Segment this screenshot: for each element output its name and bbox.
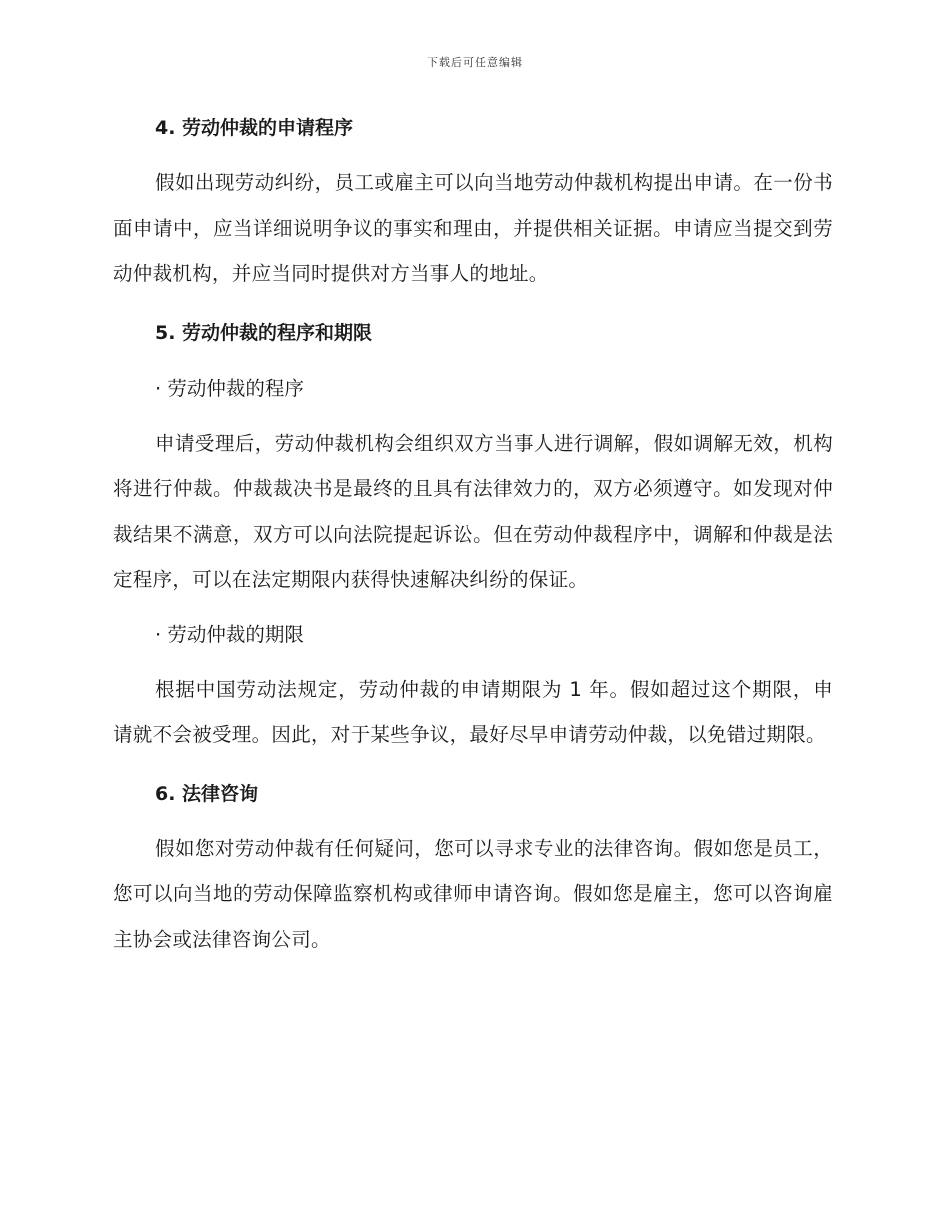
section-4-heading: 4. 劳动仲裁的申请程序 [155,117,354,139]
section-4-paragraph: 假如出现劳动纠纷，员工或雇主可以向当地劳动仲裁机构提出申请。在一份书面申请中，应当详细说明争议的事实和理由，并提供相关证据。申请应当提交到劳动仲裁机构，并应当同时提供对方当事人的地址。 [113,171,833,285]
section-6-paragraph: 假如您对劳动仲裁有任何疑问，您可以寻求专业的法律咨询。假如您是员工，您可以向当地的劳动保障监察机构或律师申请咨询。假如您是雇主，您可以咨询雇主协会或法律咨询公司。 [113,836,833,951]
section-5-bullet-procedure: · 劳动仲裁的程序 [155,376,304,400]
section-5-paragraph-procedure: 申请受理后，劳动仲裁机构会组织双方当事人进行调解，假如调解无效，机构将进行仲裁。仲裁裁决书是最终的且具有法律效力的，双方必须遵守。如发现对仲裁结果不满意，双方可以向法院提起诉讼。但在劳动仲裁程序中，调解和仲裁是法定程序，可以在法定期限内获得快速解决纠纷的保证。 [113,431,833,591]
section-5-heading: 5. 劳动仲裁的程序和期限 [155,321,373,344]
header-note: 下载后可任意编辑 [427,56,523,69]
document-body [113,110,833,962]
section-5-bullet-deadline: · 劳动仲裁的期限 [155,622,304,646]
section-5-paragraph-deadline: 根据中国劳动法规定，劳动仲裁的申请期限为 1 年。假如超过这个期限，申请就不会被受理。因此，对于某些争议，最好尽早申请劳动仲裁，以免错过期限。 [113,677,833,746]
section-6-heading: 6. 法律咨询 [155,782,259,805]
